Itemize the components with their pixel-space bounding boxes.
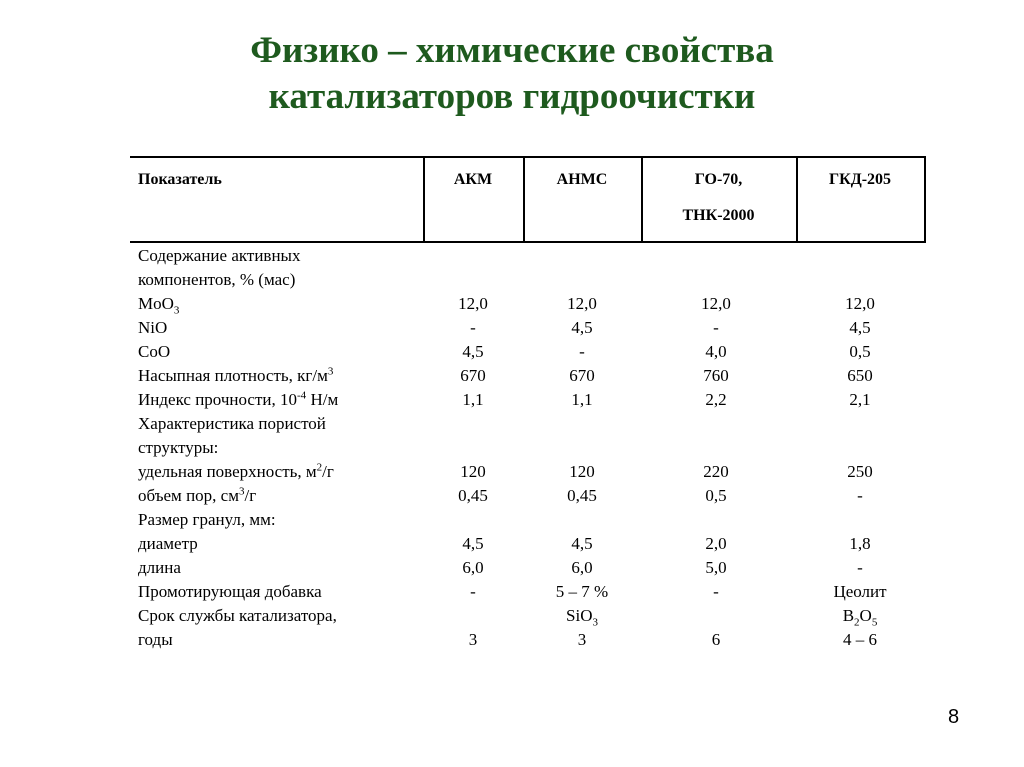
page-number: 8 <box>948 706 960 728</box>
supscript: 3 <box>327 365 334 378</box>
row-value: 12,0 <box>567 294 597 313</box>
header-bottom-border <box>130 241 926 243</box>
row-value: 1,1 <box>571 390 593 409</box>
table-row <box>0 292 1024 316</box>
table-row <box>0 532 1024 556</box>
table-row <box>0 388 1024 412</box>
text-part: объем пор, см <box>138 486 239 505</box>
row-value: 760 <box>703 366 729 385</box>
row-label <box>138 580 322 604</box>
subscript: 2 <box>854 616 860 629</box>
text-part: MoO <box>138 294 174 313</box>
row-label <box>138 484 256 508</box>
row-label <box>138 460 334 484</box>
row-value: - <box>470 318 476 337</box>
row-value: 670 <box>569 366 595 385</box>
row-value: - <box>713 318 719 337</box>
row-value: 4,0 <box>705 342 727 361</box>
text-part: удельная поверхность, м <box>138 462 317 481</box>
text-part: Н/м <box>306 390 339 409</box>
row-value: 2,1 <box>849 390 871 409</box>
header-go70 <box>641 170 796 226</box>
row-label <box>138 268 295 292</box>
row-label <box>138 508 276 532</box>
table-row <box>0 604 1024 628</box>
text-part: диаметр <box>138 534 198 553</box>
row-value: 120 <box>460 462 486 481</box>
table-row <box>0 316 1024 340</box>
table-row <box>0 436 1024 460</box>
subscript: 3 <box>173 304 180 317</box>
table-row <box>0 508 1024 532</box>
row-value: 220 <box>703 462 729 481</box>
row-value: 12,0 <box>458 294 488 313</box>
text-part: /г <box>322 462 334 481</box>
supscript: 2 <box>316 461 323 474</box>
row-label <box>138 556 181 580</box>
row-value: 4,5 <box>462 342 484 361</box>
header-akm: АКМ <box>453 171 493 188</box>
text-part: Срок службы катализатора, <box>138 606 337 625</box>
text-part: Содержание активных <box>138 246 301 265</box>
row-value: 6,0 <box>571 558 593 577</box>
text-part: Индекс прочности, 10 <box>138 390 298 409</box>
row-label <box>138 340 170 364</box>
row-value: 3 <box>468 630 478 649</box>
header-go70-line-1: ГО-70, <box>694 171 743 188</box>
row-value: 120 <box>569 462 595 481</box>
row-label <box>138 532 198 556</box>
row-value: 2,2 <box>705 390 727 409</box>
text-part: годы <box>138 630 173 649</box>
text-part: O <box>859 606 872 625</box>
table-top-border <box>130 156 926 158</box>
table-row <box>0 628 1024 652</box>
table-row <box>0 412 1024 436</box>
row-value: 0,5 <box>849 342 871 361</box>
row-value: - <box>857 558 863 577</box>
row-value: 0,45 <box>458 486 488 505</box>
row-value: 250 <box>847 462 873 481</box>
row-label <box>138 244 300 268</box>
header-gkd205: ГКД-205 <box>828 171 892 188</box>
subscript: 5 <box>871 616 878 629</box>
slide-title-line-1: Физико – химические свойства <box>250 30 774 71</box>
text-part: структуры: <box>138 438 219 457</box>
row-value: 12,0 <box>845 294 875 313</box>
row-label <box>138 316 167 340</box>
row-value: 0,5 <box>705 486 727 505</box>
text-part: Размер гранул, мм: <box>138 510 276 529</box>
table-row <box>0 580 1024 604</box>
row-value: - <box>713 582 719 601</box>
row-label <box>138 604 337 628</box>
table-row <box>0 556 1024 580</box>
row-value: 4,5 <box>462 534 484 553</box>
table-row <box>0 460 1024 484</box>
column-divider <box>924 157 926 243</box>
slide-title-line-2: катализаторов гидроочистки <box>268 76 756 117</box>
row-value: 12,0 <box>701 294 731 313</box>
slide-title <box>0 28 1024 120</box>
row-value: 1,8 <box>849 534 871 553</box>
header-indicator: Показатель <box>138 171 222 188</box>
table-row <box>0 364 1024 388</box>
row-value: 4,5 <box>571 534 593 553</box>
text-part: NiO <box>138 318 168 337</box>
table-row <box>0 484 1024 508</box>
row-value: 1,1 <box>462 390 484 409</box>
row-value: 4,5 <box>849 318 871 337</box>
subscript: 3 <box>592 616 598 629</box>
row-value: 4,5 <box>571 318 593 337</box>
row-value: 6,0 <box>462 558 484 577</box>
row-value: 3 <box>577 630 587 649</box>
row-label <box>138 364 333 388</box>
table-row <box>0 340 1024 364</box>
row-label <box>138 628 173 652</box>
row-value: - <box>579 342 585 361</box>
text-part: длина <box>138 558 181 577</box>
row-value: - <box>470 582 476 601</box>
row-value <box>800 604 920 628</box>
text-part: SiO <box>566 606 593 625</box>
row-value: 650 <box>847 366 873 385</box>
table-row <box>0 244 1024 268</box>
text-part: /г <box>244 486 257 505</box>
row-value: 6 <box>711 630 721 649</box>
row-value: 670 <box>460 366 486 385</box>
text-part: B <box>842 606 855 625</box>
header-anms: АНМС <box>556 171 608 188</box>
text-part: CoO <box>138 342 171 361</box>
row-value: 2,0 <box>705 534 727 553</box>
text-part: Характеристика пористой <box>138 414 326 433</box>
row-value: 0,45 <box>567 486 597 505</box>
text-part: компонентов, % (мас) <box>138 270 296 289</box>
row-value: 5 – 7 % <box>555 582 609 601</box>
supscript: -4 <box>297 389 307 402</box>
row-label <box>138 412 326 436</box>
row-label <box>138 292 179 316</box>
row-value: 5,0 <box>705 558 727 577</box>
row-value: 4 – 6 <box>843 630 877 649</box>
text-part: Промотирующая добавка <box>138 582 322 601</box>
text-part: Насыпная плотность, кг/м <box>138 366 328 385</box>
row-label <box>138 436 218 460</box>
table-row <box>0 268 1024 292</box>
row-label <box>138 388 338 412</box>
row-value: Цеолит <box>833 582 887 601</box>
supscript: 3 <box>238 485 245 498</box>
row-value <box>522 604 642 628</box>
row-value: - <box>857 486 863 505</box>
header-go70-line-2: ТНК-2000 <box>682 207 755 224</box>
